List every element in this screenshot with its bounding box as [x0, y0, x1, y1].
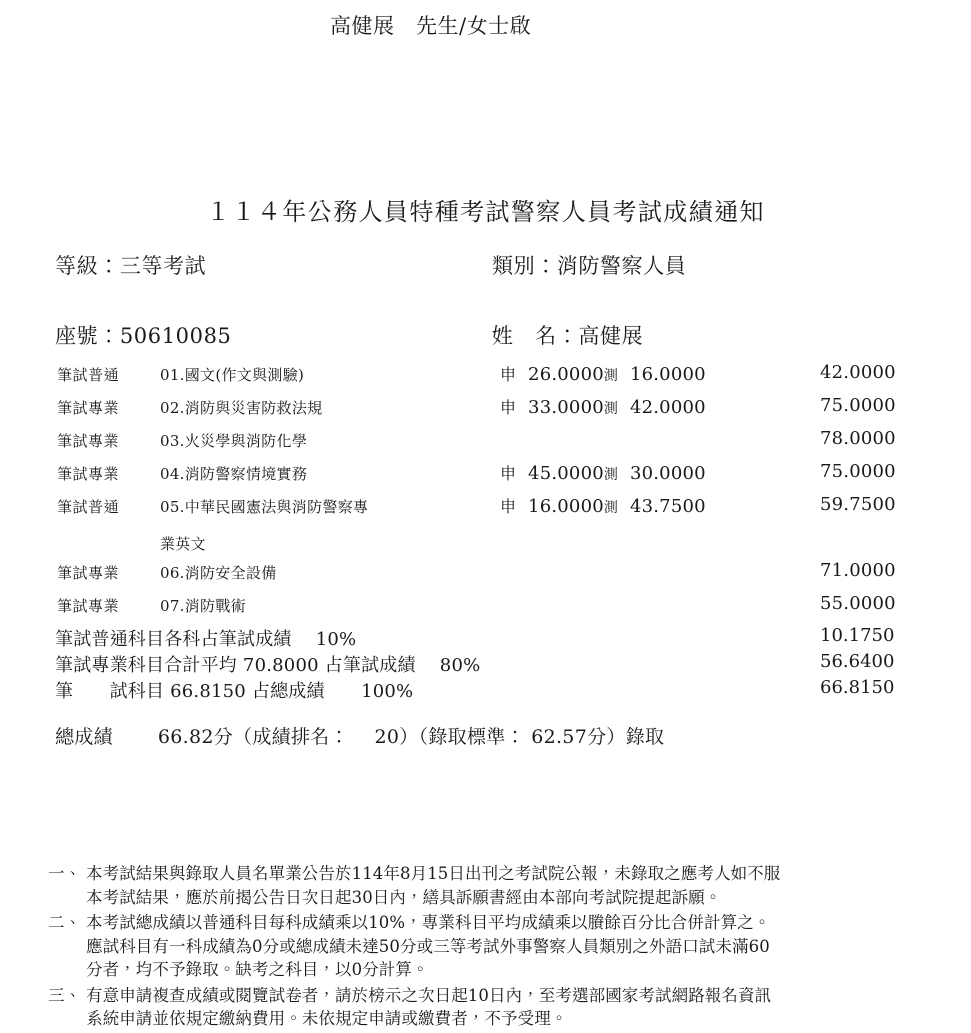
grand-total-line [55, 722, 664, 749]
subject-category: 筆試專業 [57, 465, 120, 483]
subject-name [160, 463, 480, 484]
subject-name [160, 430, 480, 451]
exam-level-value: 三等考試 [119, 254, 207, 278]
subject-part-scores [500, 461, 706, 484]
footnote-line: 本考試結果與錄取人員名單業公告於114年8月15日出刊之考試院公報，未錄取之應考人如不服 [86, 864, 781, 883]
subject-name-line2: 業英文 [160, 535, 206, 553]
subject-row [0, 494, 971, 560]
grand-total-detail: 66.82分（成績排名： 20）（錄取標準： 62.57分）錄取 [112, 726, 665, 748]
addressee-line: 高健展 先生/女士啟 [330, 14, 532, 38]
seat-number [55, 320, 232, 350]
footnotes [48, 862, 948, 1033]
subject-category: 筆試普通 [57, 498, 120, 516]
test-part-score: 16.0000 [629, 364, 706, 385]
subject-category: 筆試專業 [57, 597, 120, 615]
subject-row [0, 461, 971, 494]
subject-name-line1: 03.火災學與消防化學 [160, 432, 308, 450]
essay-part-tag: 申 [500, 398, 517, 417]
exam-level-label: 等級： [55, 254, 120, 278]
footnote-marker: 一、 [48, 864, 82, 883]
subject-row [0, 560, 971, 593]
footnote-item [48, 911, 948, 982]
summary-row [0, 677, 971, 703]
seat-number-value: 50610085 [119, 324, 232, 348]
subject-row [0, 428, 971, 461]
essay-part-tag: 申 [500, 497, 517, 516]
subject-total-score: 78.0000 [820, 428, 896, 449]
subject-part-scores [500, 395, 706, 418]
subject-total-score: 59.7500 [820, 494, 896, 515]
summary-value: 56.6400 [820, 651, 895, 672]
page-title: １１４年公務人員特種考試警察人員考試成績通知 [206, 198, 765, 226]
subject-category: 筆試專業 [57, 564, 120, 582]
summary-description: 筆試普通科目各科占筆試成績 10% [55, 629, 357, 650]
footnote-line: 應試科目有一科成績為0分或總成績未達50分或三等考試外事警察人員類別之外語口試未滿60 [86, 936, 770, 956]
footnote-line: 分者，均不予錄取。缺考之科目，以0分計算。 [86, 960, 429, 979]
summary-description: 筆 試科目 66.8150 占總成績 100% [55, 681, 414, 702]
subject-name-line1: 02.消防與災害防救法規 [160, 399, 323, 417]
test-part-score: 42.0000 [629, 397, 706, 418]
footnote-marker: 三、 [48, 985, 82, 1005]
subject-row [0, 593, 971, 626]
subject-category: 筆試專業 [57, 399, 120, 417]
subject-total-score: 75.0000 [820, 461, 896, 482]
summary-row [0, 651, 971, 677]
subject-name [160, 562, 480, 583]
footnote-item [48, 984, 948, 1031]
summary-value: 66.8150 [820, 677, 895, 698]
subject-part-scores [500, 494, 706, 517]
test-part-tag: 測 [603, 401, 619, 417]
grand-total-label: 總成績 [55, 726, 113, 748]
summary-description: 筆試專業科目合計平均 70.8000 占筆試成績 80% [55, 655, 481, 676]
summary-value: 10.1750 [820, 625, 895, 646]
essay-part-score: 45.0000 [528, 463, 604, 484]
footnote-line: 系統申請並依規定繳納費用。未依規定申請或繳費者，不予受理。 [86, 1009, 568, 1028]
exam-category-value: 消防警察人員 [556, 254, 687, 278]
essay-part-score: 16.0000 [528, 496, 604, 517]
test-part-score: 43.7500 [629, 496, 706, 517]
subject-score-table [0, 362, 971, 626]
subject-total-score: 75.0000 [820, 395, 896, 416]
exam-category-label: 類別： [492, 254, 557, 278]
subject-name-line1: 05.中華民國憲法與消防警察專 [160, 498, 369, 516]
footnote-line: 有意申請複查成績或閱覽試卷者，請於榜示之次日起10日內，至考選部國家考試網路報名資訊 [86, 985, 772, 1005]
footnote-item [48, 862, 948, 909]
subject-category: 筆試專業 [57, 432, 120, 450]
exam-category [492, 250, 686, 280]
subject-row [0, 362, 971, 395]
test-part-tag: 測 [603, 368, 619, 384]
subject-name [160, 595, 480, 616]
subject-name [160, 364, 480, 385]
subject-total-score: 71.0000 [820, 560, 896, 581]
subject-name-line1: 07.消防戰術 [160, 597, 246, 615]
essay-part-tag: 申 [500, 464, 517, 483]
candidate-name-label: 姓 名： [492, 324, 579, 348]
subject-category: 筆試普通 [57, 366, 120, 384]
footnote-line: 本考試總成績以普通科目每科成績乘以10%，專業科目平均成績乘以賸餘百分比合併計算之。 [86, 913, 771, 932]
test-part-tag: 測 [603, 467, 619, 483]
exam-level [55, 250, 206, 280]
summary-row [0, 625, 971, 651]
subject-name-line1: 06.消防安全設備 [160, 564, 277, 582]
essay-part-score: 26.0000 [528, 364, 604, 385]
subject-part-scores [500, 362, 706, 385]
subject-name-line1: 04.消防警察情境實務 [160, 465, 308, 483]
subject-row [0, 395, 971, 428]
footnote-marker: 二、 [48, 913, 82, 932]
candidate-name-value: 高健展 [578, 324, 644, 348]
essay-part-tag: 申 [500, 365, 517, 384]
footnote-line: 本考試結果，應於前揭公告日次日起30日內，繕具訴願書經由本部向考試院提起訴願。 [86, 887, 722, 907]
subject-name-line1: 01.國文(作文與測驗) [160, 366, 305, 384]
summary-calculation-block [0, 625, 971, 703]
test-part-tag: 測 [603, 500, 619, 516]
subject-name [160, 397, 480, 418]
essay-part-score: 33.0000 [528, 397, 604, 418]
subject-name [160, 496, 480, 554]
subject-total-score: 42.0000 [820, 362, 896, 383]
subject-total-score: 55.0000 [820, 593, 896, 614]
candidate-name [492, 320, 643, 350]
test-part-score: 30.0000 [629, 463, 706, 484]
seat-number-label: 座號： [55, 324, 120, 348]
